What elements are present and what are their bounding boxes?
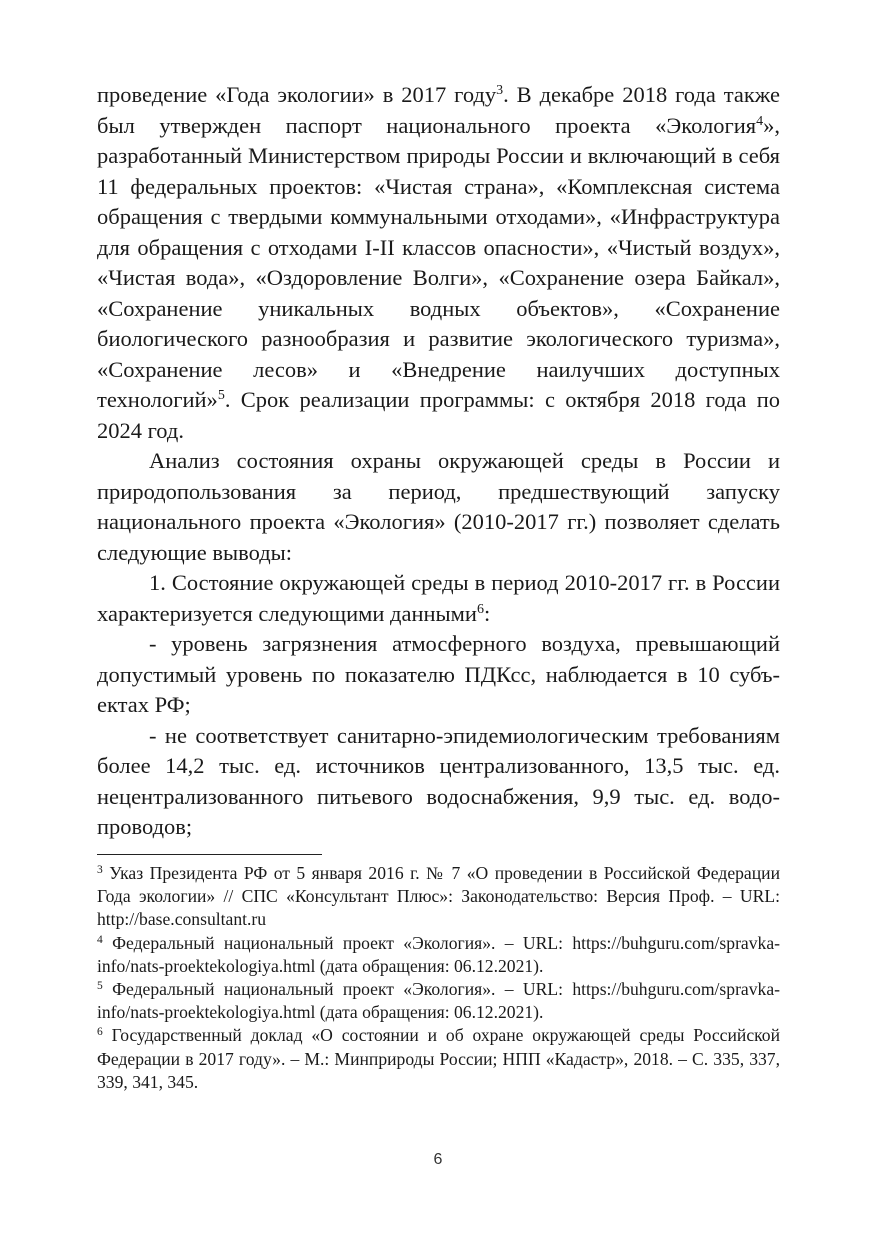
paragraph-2: Анализ состояния охраны окружающей среды в России и природопользования за период, предшествующий запуску национального проекта «Экология» (2010-2017 гг.) позволяет сделать следующие выводы: (97, 448, 780, 565)
paragraph-3-text-b: : (483, 600, 491, 626)
footnote-ref-3[interactable]: 3 (496, 83, 504, 98)
footnote-5 (97, 978, 780, 1024)
page-number: 6 (433, 1151, 443, 1168)
paragraph-3-text-a: 1. Состояние окружающей среды в период 2010-2017 гг. в России характеризуется следующими данными (97, 570, 780, 626)
footnote-6 (97, 1024, 780, 1094)
paragraph-3 (97, 568, 780, 629)
footnote-number: 3 (97, 864, 103, 876)
paragraph-1-text-b: . В декабре 2018 года также был утвержден паспорт национального проекта «Экология (97, 82, 780, 138)
footnote-number: 4 (97, 933, 103, 946)
footnote-text: Федеральный национальный проект «Экология». – URL: https://buhguru.com/spravka-info/nats-proektekologiya.html (дата обращения: 06.12.2021). (97, 932, 780, 976)
paragraph-5: - не соответствует санитарно-эпидемиологическим требованиям более 14,2 тыс. ед. источников централизованного, 13,5 тыс. ед. нецентрализованного питьевого водоснабжения, 9,9 тыс. ед. водопроводов; (97, 722, 780, 839)
paragraph-1-text-c: », разработанный Министерством природы России и включающий в себя 11 федеральных проектов: «Чистая страна», «Комплексная система обращения с твердыми коммунальными отходами», «Инфраструктура для обращения с отходами I-II классов опасности», «Чистый воздух», «Чистая вода», «Оздоровление Волги», «Сохранение озера Байкал», «Сохранение уникальных водных объектов», «Сохранение биологического разнообразия и развитие экологического туризма», «Сохранение лесов» и «Внедрение наилучших доступных технологий» (97, 112, 780, 412)
footnote-number: 5 (97, 980, 103, 993)
footnote-number: 6 (97, 1026, 103, 1039)
paragraph-1 (97, 80, 780, 446)
footnote-ref-4[interactable]: 4 (756, 113, 764, 129)
footnote-ref-6[interactable]: 6 (476, 601, 484, 617)
paragraph-1-text-a: проведение «Года экологии» в 2017 году (97, 82, 497, 107)
footnote-4 (97, 932, 780, 978)
body-text (97, 80, 780, 843)
paragraph-1-text-d: . Срок реализации программы: с октября 2018 года по 2024 год. (97, 387, 780, 443)
footnote-text: Федеральный национальный проект «Экология». – URL: https://buhguru.com/spravka-info/nats-proektekologiya.html (дата обращения: 06.12.2021). (97, 979, 780, 1023)
footnote-ref-5[interactable]: 5 (217, 388, 225, 403)
paragraph-4: - уровень загрязнения атмосферного воздуха, превышающий допустимый уровень по показателю ПДКсс, наблюдается в 10 субъектах РФ; (97, 631, 780, 717)
footnote-3 (97, 862, 780, 932)
footnotes (97, 862, 780, 1094)
footnote-text: Указ Президента РФ от 5 января 2016 г. № 7 «О проведении в Российской Федерации Года экологии» // СПС «Консультант Плюс»: Законодательство: Версия Проф. – URL: http://base.consultant.ru (97, 863, 780, 930)
footnote-text: Государственный доклад «О состоянии и об охране окружающей среды Российской Федерации в 2017 году». – М.: Минприроды России; НПП «Кадастр», 2018. – С. 335, 337, 339, 341, 345. (97, 1025, 780, 1092)
footnote-separator (97, 854, 322, 855)
